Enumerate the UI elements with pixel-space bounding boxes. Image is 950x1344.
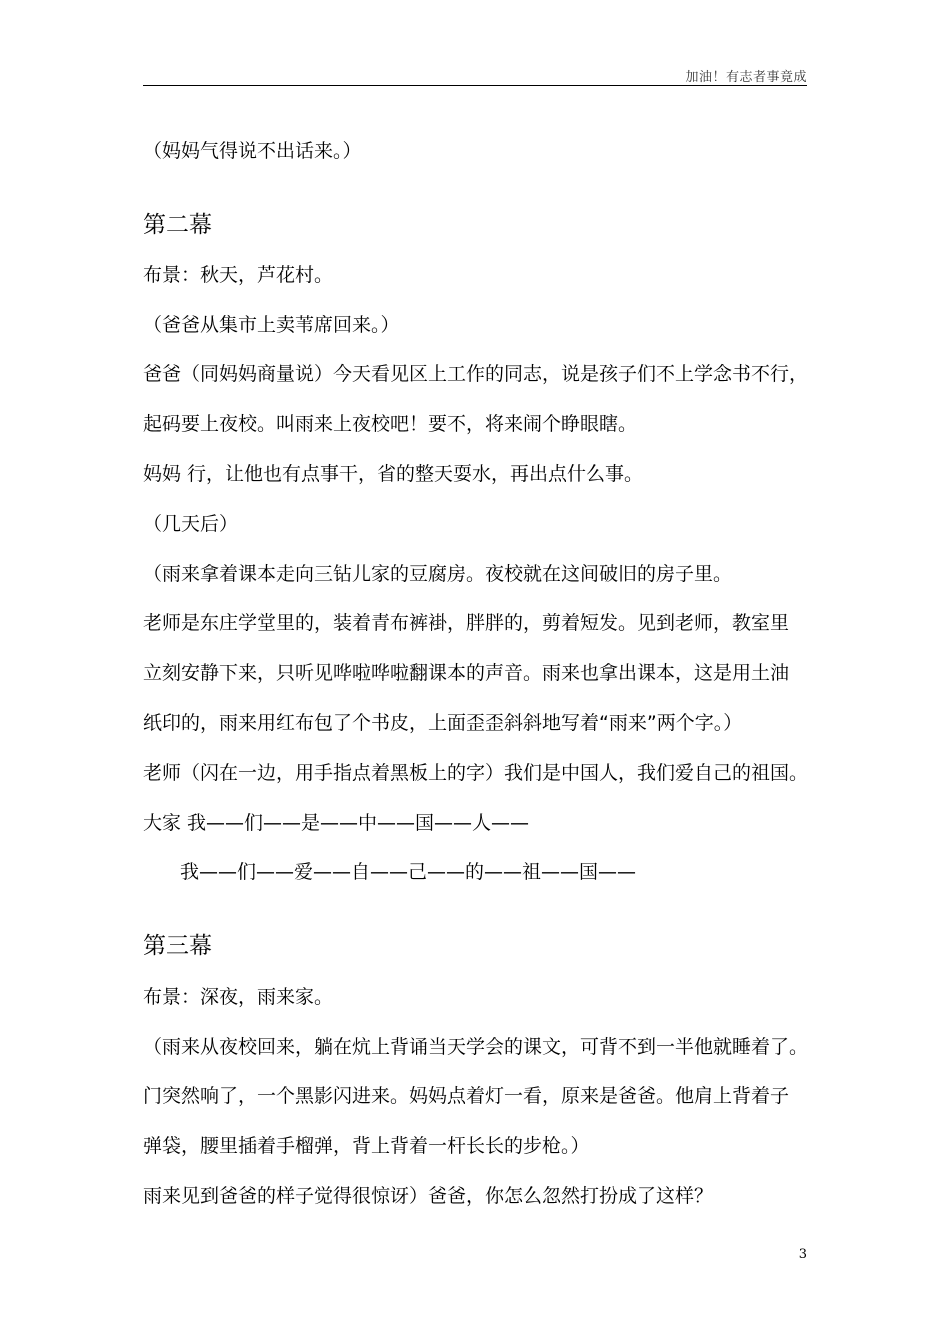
text-line: （雨来拿着课本走向三钻儿家的豆腐房。夜校就在这间破旧的房子里。 xyxy=(143,563,733,585)
text-line: 起码要上夜校。叫雨来上夜校吧！要不，将来闹个睁眼瞎。 xyxy=(143,413,638,435)
act-heading: 第二幕 xyxy=(143,212,212,238)
text-line: 大家 我——们——是——中——国——人—— xyxy=(143,812,530,834)
text-line: （妈妈气得说不出话来。） xyxy=(143,140,362,162)
text-line: 妈妈 行，让他也有点事干，省的整天耍水，再出点什么事。 xyxy=(143,463,644,485)
text-line: （爸爸从集市上卖苇席回来。） xyxy=(143,314,400,336)
text-line: 雨来见到爸爸的样子觉得很惊讶）爸爸，你怎么忽然打扮成了这样？ xyxy=(143,1185,714,1207)
text-line: （雨来从夜校回来，躺在炕上背诵当天学会的课文，可背不到一半他就睡着了。 xyxy=(143,1036,809,1058)
text-line: 布景：深夜，雨来家。 xyxy=(143,986,334,1008)
text-line: （几天后） xyxy=(143,513,239,535)
text-line: 老师（闪在一边，用手指点着黑板上的字）我们是中国人，我们爱自己的祖国。 xyxy=(143,762,809,784)
text-line: 布景：秋天，芦花村。 xyxy=(143,264,334,286)
text-line: 立刻安静下来，只听见哗啦哗啦翻课本的声音。雨来也拿出课本，这是用土油 xyxy=(143,662,790,684)
page-number: 3 xyxy=(798,1247,807,1262)
header-rule xyxy=(143,85,807,86)
running-header: 加油！有志者事竟成 xyxy=(685,70,807,85)
text-line: 纸印的，雨来用红布包了个书皮，上面歪歪斜斜地写着“雨来”两个字。） xyxy=(143,712,743,734)
text-line: 爸爸（同妈妈商量说）今天看见区上工作的同志，说是孩子们不上学念书不行， xyxy=(143,363,809,385)
act-heading: 第三幕 xyxy=(143,933,212,959)
text-line: 弹袋，腰里插着手榴弹，背上背着一杆长长的步枪。） xyxy=(143,1135,590,1157)
text-line: 门突然响了，一个黑影闪进来。妈妈点着灯一看，原来是爸爸。他肩上背着子 xyxy=(143,1085,790,1107)
text-line: 我——们——爱——自——己——的——祖——国—— xyxy=(180,861,637,883)
text-line: 老师是东庄学堂里的，装着青布裤褂，胖胖的，剪着短发。见到老师，教室里 xyxy=(143,612,790,634)
